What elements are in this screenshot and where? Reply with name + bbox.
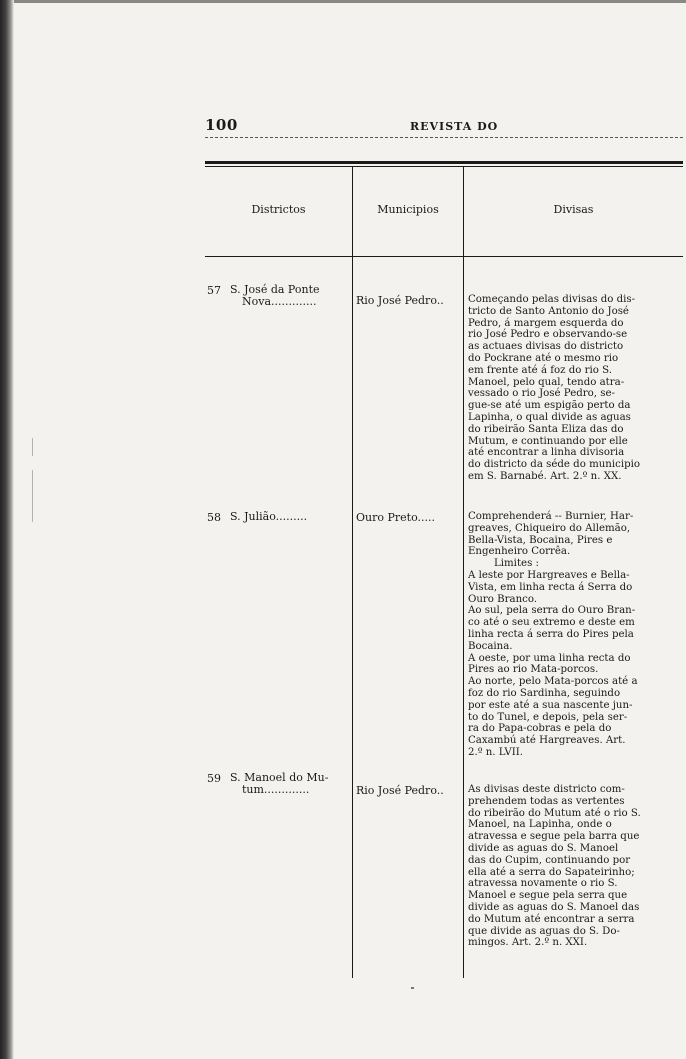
divisas-line: co até o seu extremo e deste em	[468, 617, 635, 629]
divisas-line: ra do Papa-cobras e pela do	[468, 723, 612, 735]
column-divider	[352, 166, 353, 978]
divisas-line: Comprehenderá -- Burnier, Har-	[468, 511, 634, 522]
divisas-line: Lapinha, o qual divide as aguas	[468, 411, 631, 423]
scan-top-edge	[14, 0, 686, 3]
divisas-text	[468, 294, 678, 483]
divisas-line: do Pockrane até o mesmo rio	[468, 352, 619, 364]
divisas-line: 2.º n. LVII.	[468, 746, 523, 758]
divisas-line: A oeste, por uma linha recta do	[468, 652, 631, 664]
district-line: S. José da Ponte	[230, 283, 320, 296]
header-districtos: Districtos	[251, 203, 306, 216]
divisas-line: tricto de Santo Antonio do José	[468, 305, 629, 317]
page-number: 100	[205, 116, 238, 134]
divisas-line: as actuaes divisas do districto	[468, 341, 624, 353]
divisas-line: Bella-Vista, Bocaina, Pires e	[468, 534, 613, 546]
divisas-line: Vista, em linha recta á Serra do	[468, 581, 633, 593]
divisas-line: Caxambú até Hargreaves. Art.	[468, 735, 626, 747]
divisas-line: A leste por Hargreaves e Bella-	[468, 569, 630, 581]
divisas-line: Mutum, e continuando por elle	[468, 435, 628, 447]
divisas-line: divide as aguas do S. Manoel das	[468, 901, 640, 913]
district-line: Nova.............	[242, 294, 317, 308]
table-header-rule	[205, 256, 683, 257]
divisas-line: do ribeirão do Mutum até o rio S.	[468, 807, 641, 819]
header-divisas: Divisas	[553, 203, 594, 216]
municipality-name: Ouro Preto.....	[356, 511, 435, 524]
entry-number: 57	[207, 284, 221, 297]
book-binding-edge	[0, 0, 14, 1059]
divisas-line: que divide as aguas do S. Do-	[468, 925, 620, 937]
divisas-line: greaves, Chiqueiro do Allemão,	[468, 522, 631, 534]
district-line: S. Julião.........	[230, 510, 308, 523]
divisas-text	[468, 784, 678, 949]
divisas-line: do ribeirão Santa Eliza das do	[468, 423, 624, 435]
divisas-line: atravessa e segue pela barra que	[468, 831, 640, 843]
divisas-line: por este até a sua nascente jun-	[468, 699, 633, 711]
margin-mark	[32, 470, 33, 522]
table-top-rule	[205, 161, 683, 164]
divisas-line: do Mutum até encontrar a serra	[468, 913, 635, 925]
divisas-line: Ao norte, pelo Mata-porcos até a	[468, 676, 638, 688]
header-dotted-rule	[205, 137, 683, 138]
divisas-line: Engenheiro Corrêa.	[468, 546, 571, 558]
divisas-line: Bocaina.	[468, 640, 513, 652]
divisas-line: divide as aguas do S. Manoel	[468, 842, 619, 854]
municipality-name: Rio José Pedro..	[356, 294, 444, 307]
divisas-line: linha recta á serra do Pires pela	[468, 628, 634, 640]
district-line: tum.............	[242, 782, 310, 796]
divisas-line: mingos. Art. 2.º n. XXI.	[468, 937, 588, 949]
district-name	[230, 511, 348, 523]
divisas-line: em frente até á foz do rio S.	[468, 364, 613, 376]
divisas-line: vessado o rio José Pedro, se-	[468, 388, 615, 400]
divisas-line: foz do rio Sardinha, seguindo	[468, 687, 621, 699]
divisas-line: Pires ao rio Mata-porcos.	[468, 664, 599, 676]
divisas-line: gue-se até um espigão perto da	[468, 400, 631, 412]
divisas-line: Ouro Branco.	[468, 593, 538, 605]
divisas-line: Ao sul, pela serra do Ouro Bran-	[468, 605, 636, 617]
district-name	[230, 772, 348, 795]
divisas-line: Começando pelas divisas do dis-	[468, 294, 636, 305]
divisas-line: Manoel, pelo qual, tendo atra-	[468, 376, 625, 388]
entry-number: 58	[207, 511, 221, 524]
divisas-line: das do Cupim, continuando por	[468, 854, 631, 866]
divisas-line: Manoel, na Lapinha, onde o	[468, 819, 612, 831]
divisas-line: em S. Barnabé. Art. 2.º n. XX.	[468, 470, 622, 482]
divisas-line: prehendem todas as vertentes	[468, 795, 625, 807]
margin-mark	[32, 438, 33, 456]
divisas-line: ella até a serra do Sapateirinho;	[468, 866, 635, 878]
divisas-line: Manoel e segue pela serra que	[468, 890, 628, 902]
divisas-text	[468, 511, 678, 759]
divisas-line: rio José Pedro e observando-se	[468, 329, 628, 341]
table-top-rule-thin	[205, 166, 683, 167]
divisas-line: Pedro, á margem esquerda do	[468, 317, 624, 329]
column-divider	[463, 166, 464, 978]
running-title: REVISTA DO	[410, 120, 499, 133]
district-line: S. Manoel do Mu-	[230, 771, 329, 784]
print-speck	[411, 987, 414, 989]
divisas-line: to do Tunel, e depois, pela ser-	[468, 711, 628, 723]
municipality-name: Rio José Pedro..	[356, 784, 444, 797]
header-municipios: Municipios	[377, 203, 439, 216]
district-name	[230, 284, 348, 307]
divisas-line: do districto da séde do municipio	[468, 459, 640, 471]
entry-number: 59	[207, 772, 221, 785]
divisas-line: atravessa novamente o rio S.	[468, 878, 618, 890]
divisas-line: até encontrar a linha divisoria	[468, 447, 625, 459]
divisas-line: As divisas deste districto com-	[468, 784, 625, 795]
divisas-line: Limites :	[494, 558, 539, 570]
